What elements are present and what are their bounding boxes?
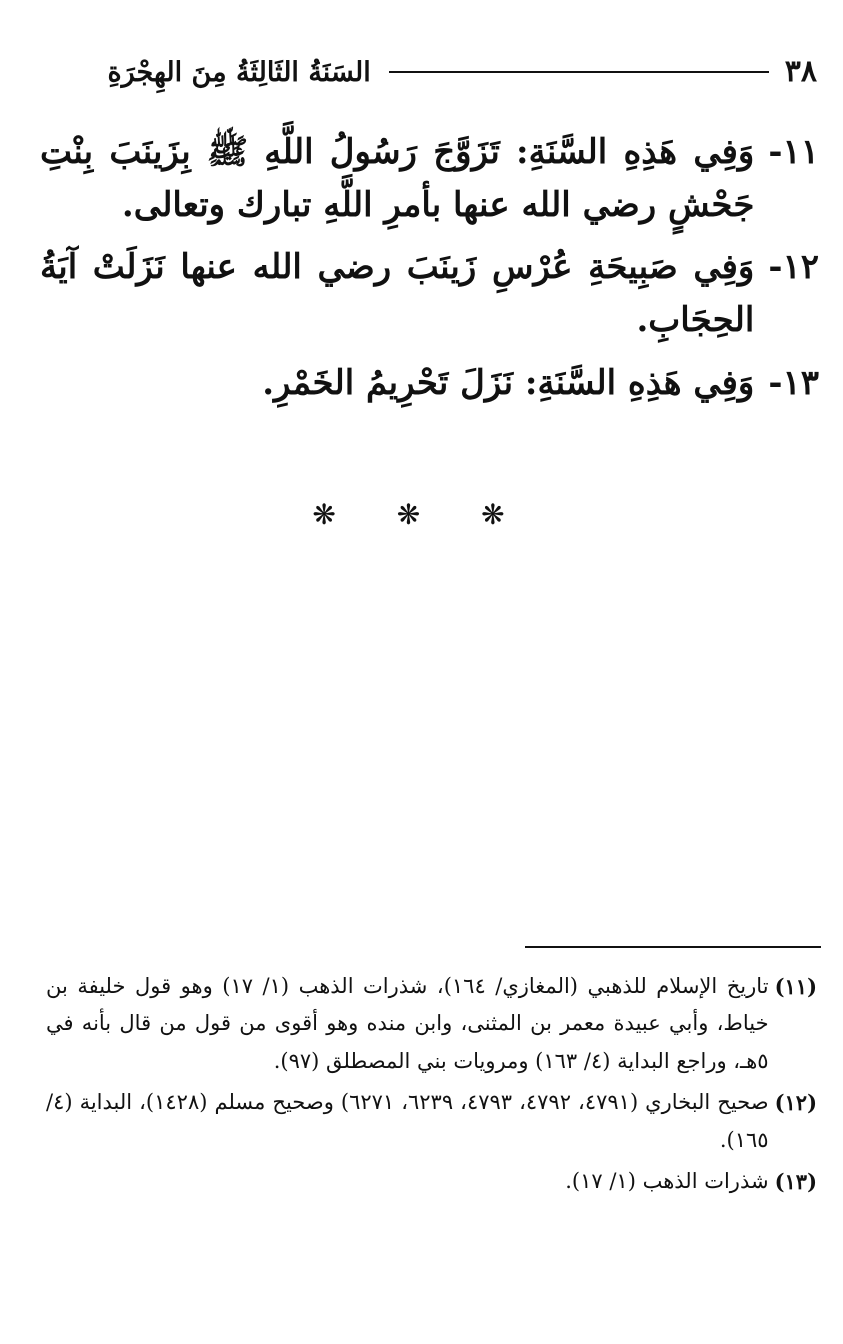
event-number: ١٣- bbox=[768, 362, 819, 403]
event-item bbox=[40, 241, 819, 346]
footnote-number: (١٣) bbox=[774, 1168, 817, 1194]
event-item bbox=[40, 126, 819, 231]
event-text: وَفِي هَذِهِ السَّنَةِ: نَزَلَ تَحْرِيمُ الخَمْرِ. bbox=[262, 362, 755, 403]
footnote-text: صحيح البخاري (٤٧٩١، ٤٧٩٢، ٤٧٩٣، ٦٢٣٩، ٦٢٧١) وصحيح مسلم (١٤٢٨)، البداية (٤/ ١٦٥). bbox=[46, 1090, 769, 1152]
event-text: وَفِي صَبِيحَةِ عُرْسِ زَينَبَ رضي الله عنها نَزَلَتْ آيَةُ الحِجَابِ. bbox=[40, 247, 755, 341]
section-divider: ❋ ❋ ❋ bbox=[312, 498, 531, 531]
footnotes bbox=[46, 968, 817, 1204]
running-header bbox=[26, 48, 817, 96]
footnote-rule bbox=[525, 946, 821, 948]
event-item bbox=[40, 357, 819, 410]
footnote-text: تاريخ الإسلام للذهبي (المغازي/ ١٦٤)، شذرات الذهب (١/ ١٧) وهو قول خليفة بن خياط، وأبي عبيدة معمر بن المثنى، وابن منده وهو أقوى من قول من قال بأنه في ٥هـ، وراجع البداية (٤/ ١٦٣) ومرويات بني المصطلق (٩٧). bbox=[46, 974, 769, 1073]
event-number: ١٢- bbox=[768, 247, 819, 288]
running-title: السَنَةُ الثَالِثَةُ مِنَ الهِجْرَةِ bbox=[107, 56, 371, 88]
footnote-text: شذرات الذهب (١/ ١٧). bbox=[565, 1168, 769, 1193]
event-text: وَفِي هَذِهِ السَّنَةِ: تَزَوَّجَ رَسُولُ اللَّهِ ﷺ بِزَينَبَ بِنْتِ جَحْشٍ رضي الله عنها بأمرِ اللَّهِ تبارك وتعالى. bbox=[40, 132, 755, 225]
footnote-number: (١١) bbox=[774, 974, 817, 999]
footnote-number: (١٢) bbox=[774, 1090, 817, 1116]
footnote-item bbox=[46, 1084, 817, 1159]
header-rule bbox=[389, 71, 769, 73]
footnote-item bbox=[46, 968, 817, 1080]
footnote-item bbox=[46, 1163, 817, 1200]
events-list bbox=[40, 126, 819, 419]
event-number: ١١- bbox=[768, 132, 819, 172]
page-number: ٣٨ bbox=[784, 54, 817, 89]
